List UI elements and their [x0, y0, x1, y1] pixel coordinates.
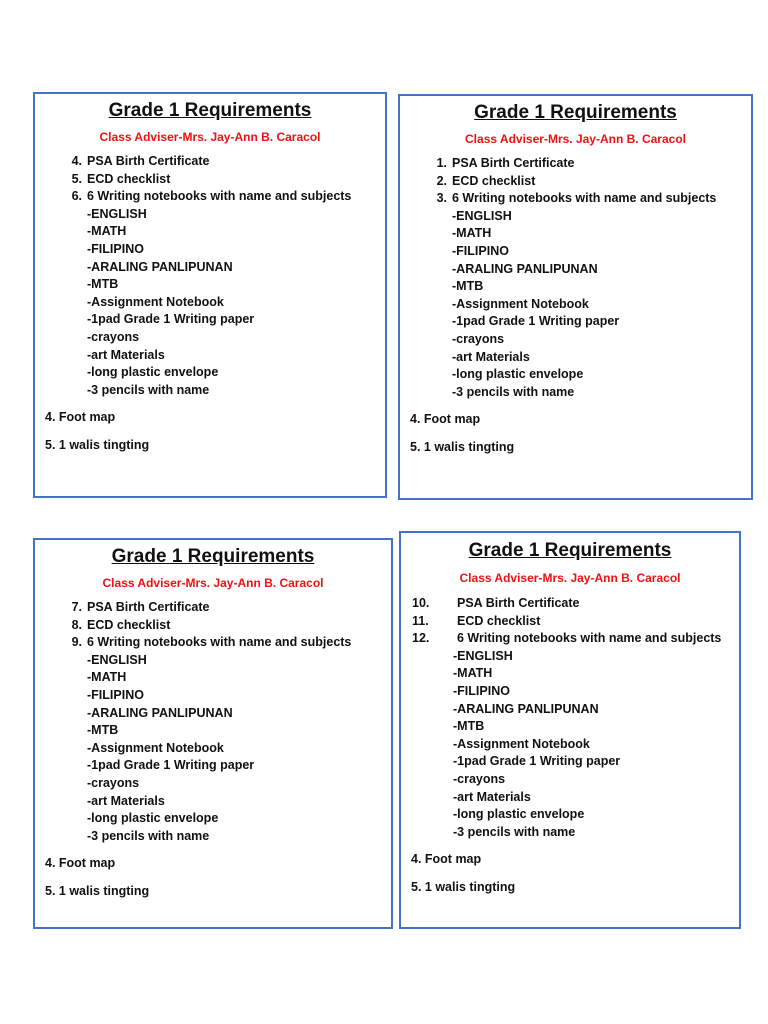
item-number: 11.	[412, 613, 429, 628]
list-item	[427, 190, 751, 208]
walis-tingting-item: 5. 1 walis tingting	[45, 437, 150, 452]
list-item	[62, 188, 385, 206]
card-title: Grade 1 Requirements	[111, 546, 315, 567]
subject-item: -MATH	[453, 666, 493, 681]
subject-item: -ARALING PANLIPUNAN	[453, 701, 599, 716]
item-number: 9.	[71, 635, 82, 650]
subject-item: -long plastic envelope	[452, 367, 584, 382]
subject-item: -Assignment Notebook	[452, 296, 589, 311]
requirements-card-3	[33, 538, 393, 929]
subject-item: -3 pencils with name	[87, 828, 210, 843]
item-text: 6 Writing notebooks with name and subjects	[87, 189, 352, 204]
subject-item: -MATH	[87, 224, 127, 239]
subject-list	[62, 206, 385, 400]
item-text: 6 Writing notebooks with name and subjects	[452, 191, 717, 206]
item-number: 12.	[412, 631, 430, 646]
subject-item: -crayons	[452, 331, 505, 346]
subject-item: -ENGLISH	[87, 206, 147, 221]
subject-item: -long plastic envelope	[87, 811, 219, 826]
class-adviser: Class Adviser-Mrs. Jay-Ann B. Caracol	[99, 130, 321, 144]
subject-item: -3 pencils with name	[87, 382, 210, 397]
subject-list	[427, 208, 751, 402]
item-text: PSA Birth Certificate	[87, 154, 210, 168]
requirements-card-4	[399, 531, 741, 929]
list-item	[408, 630, 739, 648]
item-text: 6 Writing notebooks with name and subjects	[457, 631, 722, 646]
subject-item: -ENGLISH	[87, 652, 147, 667]
list-item	[62, 599, 391, 617]
walis-tingting-item: 5. 1 walis tingting	[45, 883, 150, 898]
subject-item: -1pad Grade 1 Writing paper	[87, 758, 255, 773]
subject-item: -FILIPINO	[453, 683, 510, 698]
subject-item: -Assignment Notebook	[453, 736, 590, 751]
item-number: 2.	[436, 173, 447, 188]
item-text: ECD checklist	[87, 617, 171, 632]
subject-item: -MATH	[452, 226, 492, 241]
card-title: Grade 1 Requirements	[108, 100, 312, 121]
subject-item: -art Materials	[453, 789, 531, 804]
subject-item: -art Materials	[452, 349, 530, 364]
item-text: PSA Birth Certificate	[87, 600, 210, 614]
item-text: ECD checklist	[452, 173, 536, 188]
subject-item: -crayons	[87, 775, 140, 790]
item-text: ECD checklist	[87, 171, 171, 186]
class-adviser: Class Adviser-Mrs. Jay-Ann B. Caracol	[102, 576, 324, 590]
subject-item: -Assignment Notebook	[87, 294, 224, 309]
subject-item: -MATH	[87, 670, 127, 685]
subject-item: -MTB	[87, 277, 119, 292]
subject-item: -crayons	[87, 329, 140, 344]
foot-map-item: 4. Foot map	[45, 410, 116, 425]
list-item	[62, 153, 385, 171]
item-text: ECD checklist	[457, 613, 541, 628]
list-item	[427, 173, 751, 191]
item-number: 4.	[71, 154, 82, 168]
list-item	[62, 634, 391, 652]
class-adviser: Class Adviser-Mrs. Jay-Ann B. Caracol	[465, 132, 686, 146]
requirements-list	[408, 595, 739, 648]
subject-item: -FILIPINO	[87, 241, 144, 256]
item-number: 6.	[71, 189, 82, 204]
item-number: 8.	[71, 617, 82, 632]
item-text: PSA Birth Certificate	[457, 596, 580, 610]
subject-item: -1pad Grade 1 Writing paper	[452, 314, 620, 329]
list-item	[408, 595, 739, 613]
item-number: 10.	[412, 596, 430, 610]
item-number: 5.	[71, 171, 82, 186]
subject-item: -1pad Grade 1 Writing paper	[87, 312, 255, 327]
subject-item: -long plastic envelope	[87, 365, 219, 380]
walis-tingting-item: 5. 1 walis tingting	[411, 879, 516, 894]
subject-item: -Assignment Notebook	[87, 740, 224, 755]
subject-item: -MTB	[453, 719, 485, 734]
subject-item: -long plastic envelope	[453, 807, 585, 822]
subject-item: -art Materials	[87, 793, 165, 808]
subject-item: -MTB	[452, 279, 484, 294]
requirements-list	[427, 155, 751, 208]
subject-list	[408, 648, 739, 842]
subject-item: -ENGLISH	[452, 208, 512, 223]
subject-item: -3 pencils with name	[453, 824, 576, 839]
card-title: Grade 1 Requirements	[474, 102, 677, 123]
subject-list	[62, 652, 391, 846]
class-adviser: Class Adviser-Mrs. Jay-Ann B. Caracol	[459, 571, 681, 585]
list-item	[408, 613, 739, 631]
subject-item: -ENGLISH	[453, 648, 513, 663]
foot-map-item: 4. Foot map	[45, 856, 116, 871]
subject-item: -ARALING PANLIPUNAN	[87, 705, 233, 720]
requirements-card-2	[398, 94, 753, 500]
foot-map-item: 4. Foot map	[411, 852, 482, 867]
requirements-list	[62, 153, 385, 206]
subject-item: -FILIPINO	[452, 243, 509, 258]
requirements-list	[62, 599, 391, 652]
subject-item: -crayons	[453, 771, 506, 786]
subject-item: -1pad Grade 1 Writing paper	[453, 754, 621, 769]
requirements-card-1	[33, 92, 387, 498]
subject-item: -FILIPINO	[87, 687, 144, 702]
subject-item: -art Materials	[87, 347, 165, 362]
list-item	[62, 171, 385, 189]
item-number: 3.	[436, 191, 447, 206]
subject-item: -ARALING PANLIPUNAN	[87, 259, 233, 274]
subject-item: -3 pencils with name	[452, 384, 575, 399]
item-text: 6 Writing notebooks with name and subjects	[87, 635, 352, 650]
item-number: 1.	[436, 156, 447, 170]
foot-map-item: 4. Foot map	[410, 412, 481, 427]
item-number: 7.	[71, 600, 82, 614]
list-item	[62, 617, 391, 635]
walis-tingting-item: 5. 1 walis tingting	[410, 439, 515, 454]
subject-item: -ARALING PANLIPUNAN	[452, 261, 598, 276]
card-title: Grade 1 Requirements	[468, 540, 672, 561]
list-item	[427, 155, 751, 173]
subject-item: -MTB	[87, 723, 119, 738]
item-text: PSA Birth Certificate	[452, 156, 575, 170]
